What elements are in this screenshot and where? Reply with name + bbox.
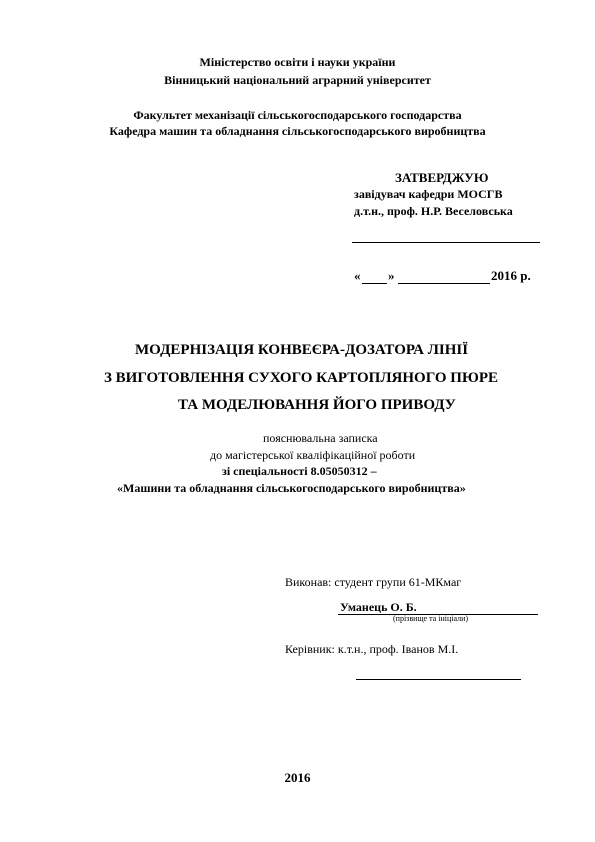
approval-date-open: « <box>354 268 361 283</box>
author-name-hint: (прізвище та ініціали) <box>393 614 469 623</box>
approval-position: завідувач кафедри МОСГВ <box>354 187 503 201</box>
department-name: Кафедра машин та обладнання сільськогосподарського виробництва <box>109 124 486 138</box>
subtitle-line-2: до магістерської кваліфікаційної роботи <box>210 448 416 462</box>
subtitle-line-4: «Машини та обладнання сільськогосподарського виробництва» <box>117 481 466 495</box>
approval-date-close: » <box>388 268 395 283</box>
approval-year: 2016 р. <box>491 268 531 283</box>
subtitle-line-3: зі спеціальності 8.05050312 – <box>222 464 377 478</box>
supervisor-label: Керівник: к.т.н., проф. Іванов М.І. <box>285 642 459 656</box>
footer-year: 2016 <box>284 770 311 785</box>
supervisor-signature-line <box>356 679 521 680</box>
approval-day-blank <box>362 283 387 284</box>
signature-line <box>352 242 540 243</box>
title-line-1: МОДЕРНІЗАЦІЯ КОНВЕЄРА-ДОЗАТОРА ЛІНІЇ <box>135 342 469 358</box>
faculty-name: Факультет механізації сільськогосподарського господарства <box>133 108 462 122</box>
approval-title: ЗАТВЕРДЖУЮ <box>395 170 489 185</box>
ministry-name: Міністерство освіти і науки україни <box>199 55 396 69</box>
approval-month-blank <box>398 283 490 284</box>
university-name: Вінницький національний аграрний університет <box>164 73 431 87</box>
approval-person: д.т.н., проф. Н.Р. Веселовська <box>354 204 513 218</box>
author-label: Виконав: студент групи 61-МКмаг <box>285 575 462 589</box>
subtitle-line-1: пояснювальна записка <box>263 431 378 445</box>
author-name: Уманець О. Б. <box>340 600 417 614</box>
title-line-2: З ВИГОТОВЛЕННЯ СУХОГО КАРТОПЛЯНОГО ПЮРЕ <box>104 370 499 386</box>
title-line-3: ТА МОДЕЛЮВАННЯ ЙОГО ПРИВОДУ <box>178 397 456 413</box>
